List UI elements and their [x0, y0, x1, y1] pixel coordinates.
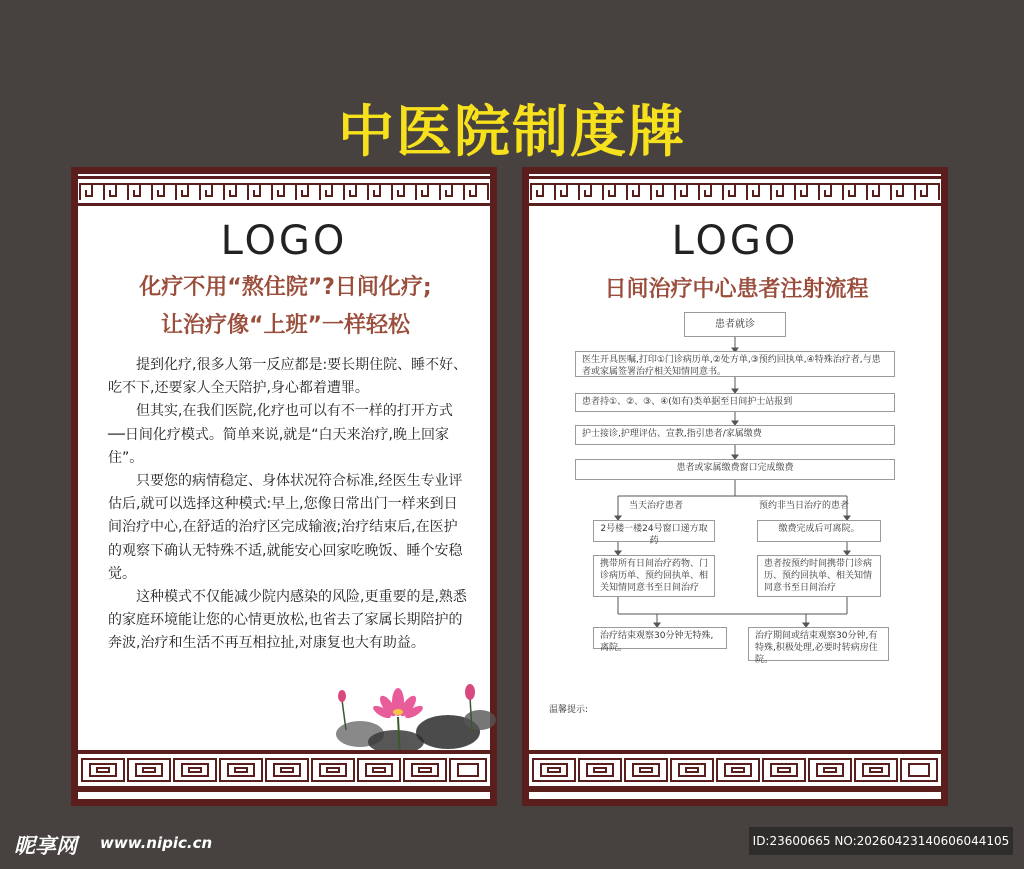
paragraph: 但其实,在我们医院,化疗也可以有不一样的打开方式──日间化疗模式。简单来说,就是“白天来治疗,晚上回家住”。	[108, 403, 453, 466]
branch-label-left: 当天治疗患者	[629, 501, 684, 511]
flow-left-3: 治疗结束观察30分钟无特殊,离院。	[593, 627, 727, 649]
logo-placeholder: LOGO	[671, 218, 799, 264]
flow-left-2: 携带所有日间治疗药物、门诊病历单、预约回执单、相关知情同意书至日间治疗	[593, 555, 715, 597]
flow-right-1: 缴费完成后可离院。	[757, 520, 881, 542]
paragraph: 只要您的病情稳定、身体状况符合标准,经医生专业评估后,就可以选择这种模式:早上,您像日常出门一样来到日间治疗中心,在舒适的治疗区完成输液;治疗结束后,在医护的观察下确认无特殊不适,就能安心回家吃晚饭、睡个安稳觉。	[108, 473, 463, 582]
watermark-id-badge: ID:23600665 NO:20260423140606044105	[749, 827, 1013, 855]
flow-step-4: 护士接诊,护理评估、宣教,指引患者/家属缴费	[575, 425, 895, 445]
flow-left-1: 2号楼一楼24号窗口递方取药	[593, 520, 715, 542]
watermark-site-name: 昵享网	[14, 834, 77, 858]
flow-right-2: 患者按预约时间携带门诊病历、预约回执单、相关知情同意书至日间治疗	[757, 555, 881, 597]
body-text	[108, 354, 468, 656]
flow-step-3: 患者持①、②、③、④(如有)类单据至日间护士站报到	[575, 393, 895, 412]
flow-step-2: 医生开具医嘱,打印①门诊病历单,②处方单,③预约回执单,④特殊治疗者,与患者或家属签署治疗相关知情同意书。	[575, 351, 895, 377]
fretwork-border-top	[78, 174, 490, 208]
tip-label: 温馨提示:	[549, 705, 589, 715]
lotus-illustration	[330, 672, 498, 762]
logo-placeholder: LOGO	[220, 218, 348, 264]
flow-step-1: 患者就诊	[684, 312, 786, 337]
watermark-url: www.nipic.cn	[100, 834, 213, 852]
flow-step-5: 患者或家属缴费窗口完成缴费	[575, 459, 895, 480]
paragraph: 这种模式不仅能减少院内感染的风险,更重要的是,熟悉的家庭环境能让您的心情更放松,也省去了家属长期陪护的奔波,治疗和生活不再互相拉扯,对康复也大有助益。	[108, 589, 467, 652]
headline-line-2: 让治疗像“上班”一样轻松	[161, 313, 410, 338]
page-title: 中医院制度牌	[338, 100, 686, 165]
headline-line-1: 化疗不用“熬住院”?日间化疗;	[139, 275, 432, 300]
right-board	[522, 167, 948, 806]
flow-title: 日间治疗中心患者注射流程	[604, 277, 869, 302]
flow-right-3: 治疗期间或结束观察30分钟,有特殊,积极处理,必要时转病房住院。	[748, 627, 889, 661]
fretwork-border-bottom	[78, 750, 490, 792]
left-board	[71, 167, 497, 806]
fretwork-border-bottom	[529, 750, 941, 792]
paragraph: 提到化疗,很多人第一反应都是:要长期住院、睡不好、吃不下,还要家人全天陪护,身心都着遭罪。	[108, 357, 468, 397]
branch-label-right: 预约非当日治疗的患者	[759, 501, 850, 511]
